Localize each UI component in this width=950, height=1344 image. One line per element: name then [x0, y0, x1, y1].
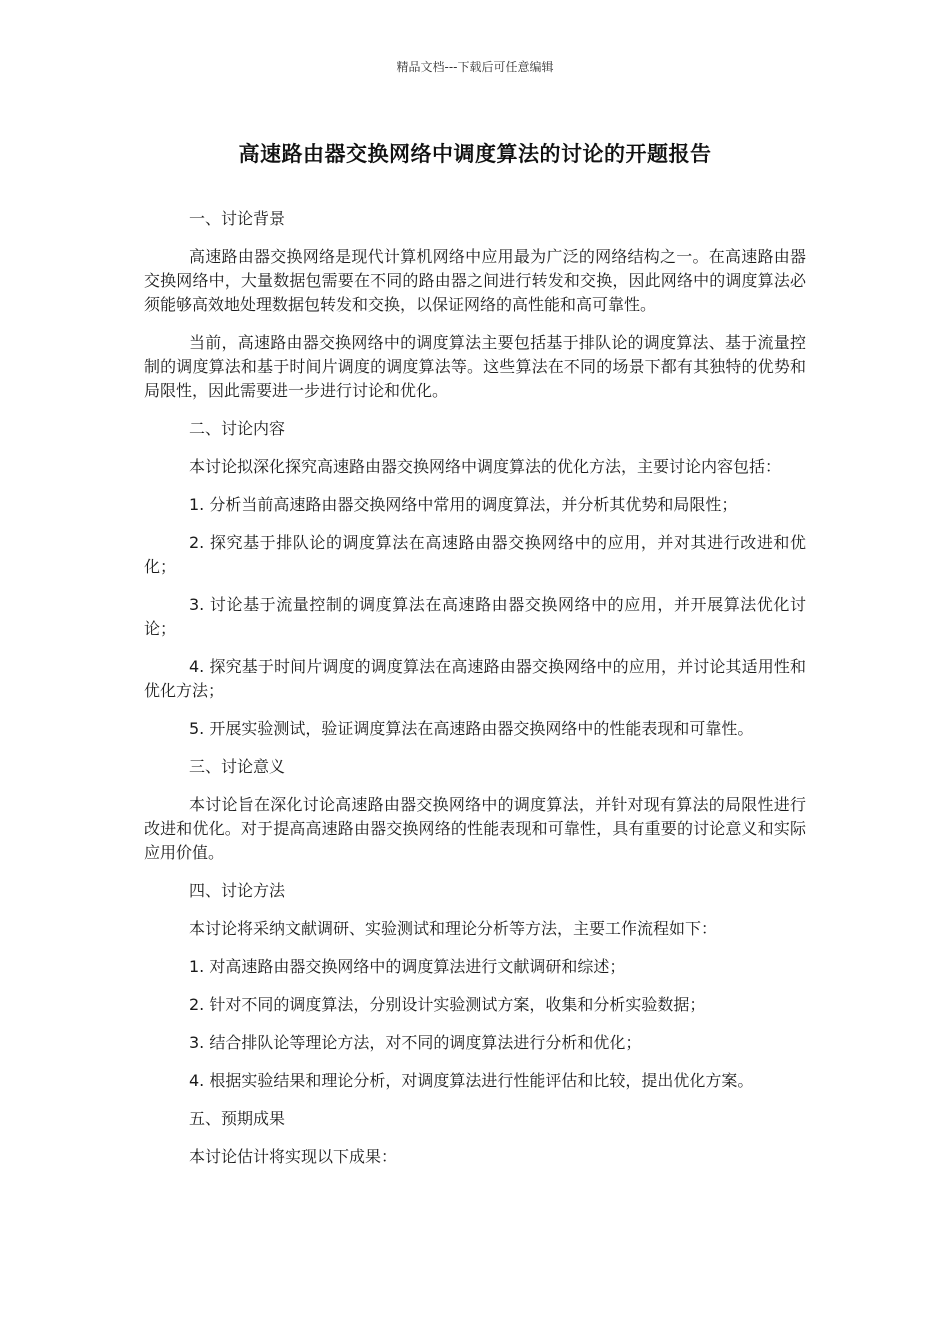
paragraph: 高速路由器交换网络是现代计算机网络中应用最为广泛的网络结构之一。在高速路由器交换网络中，大量数据包需要在不同的路由器之间进行转发和交换，因此网络中的调度算法必须能够高效地处理数据包转发和交换，以保证网络的高性能和高可靠性。: [144, 247, 806, 314]
section-heading-results: 五、预期成果: [189, 1109, 286, 1128]
header-note: 精品文档---下载后可任意编辑: [396, 60, 554, 74]
list-item: 4. 探究基于时间片调度的调度算法在高速路由器交换网络中的应用，并讨论其适用性和优化方法；: [144, 657, 806, 700]
section-heading-method: 四、讨论方法: [189, 881, 286, 900]
list-item: 1. 分析当前高速路由器交换网络中常用的调度算法，并分析其优势和局限性；: [189, 495, 738, 514]
list-item: 3. 讨论基于流量控制的调度算法在高速路由器交换网络中的应用，并开展算法优化讨论；: [144, 595, 806, 638]
section-heading-significance: 三、讨论意义: [189, 757, 286, 776]
document-title: 高速路由器交换网络中调度算法的讨论的开题报告: [238, 142, 712, 166]
list-item: 2. 针对不同的调度算法，分别设计实验测试方案，收集和分析实验数据；: [189, 995, 706, 1014]
paragraph: 当前，高速路由器交换网络中的调度算法主要包括基于排队论的调度算法、基于流量控制的调度算法和基于时间片调度的调度算法等。这些算法在不同的场景下都有其独特的优势和局限性，因此需要进一步进行讨论和优化。: [144, 333, 806, 400]
paragraph: 本讨论将采纳文献调研、实验测试和理论分析等方法，主要工作流程如下：: [189, 919, 718, 938]
list-item: 3. 结合排队论等理论方法，对不同的调度算法进行分析和优化；: [189, 1033, 642, 1052]
list-item: 5. 开展实验测试，验证调度算法在高速路由器交换网络中的性能表现和可靠性。: [189, 719, 754, 738]
paragraph: 本讨论拟深化探究高速路由器交换网络中调度算法的优化方法，主要讨论内容包括：: [189, 457, 782, 476]
list-item: 2. 探究基于排队论的调度算法在高速路由器交换网络中的应用，并对其进行改进和优化；: [144, 533, 806, 576]
section-heading-content: 二、讨论内容: [189, 419, 286, 438]
list-item: 4. 根据实验结果和理论分析，对调度算法进行性能评估和比较，提出优化方案。: [189, 1071, 754, 1090]
paragraph: 本讨论估计将实现以下成果：: [189, 1147, 398, 1166]
section-heading-background: 一、讨论背景: [189, 209, 286, 228]
list-item: 1. 对高速路由器交换网络中的调度算法进行文献调研和综述；: [189, 957, 626, 976]
document-body: [144, 207, 806, 1183]
paragraph: 本讨论旨在深化讨论高速路由器交换网络中的调度算法，并针对现有算法的局限性进行改进和优化。对于提高高速路由器交换网络的性能表现和可靠性，具有重要的讨论意义和实际应用价值。: [144, 795, 806, 862]
